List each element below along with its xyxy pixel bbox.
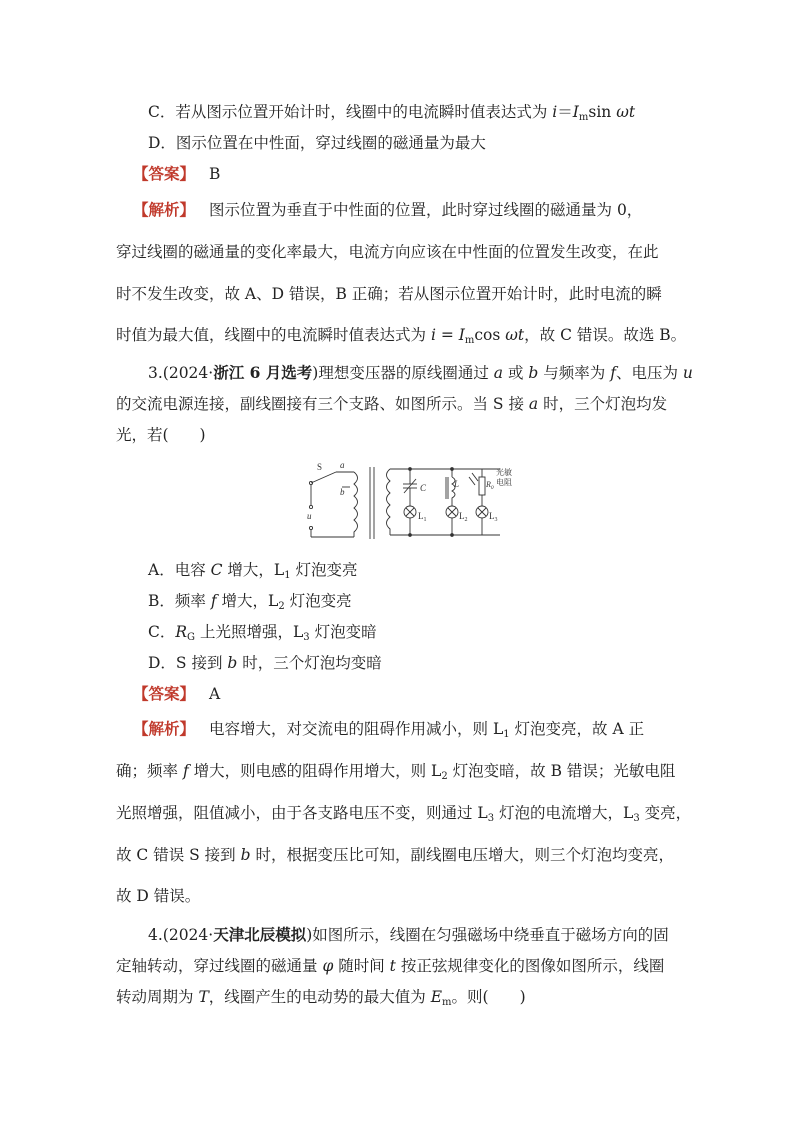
q2-analysis-line-2: 穿过线圈的磁通量的变化率最大，电流方向应该在中性面的位置发生改变，在此 — [116, 243, 659, 261]
inductor-label: L — [454, 479, 460, 489]
q3-analysis-line-1: 【解析】 电容增大，对交流电的阻碍作用减小，则 $L_1$ 灯泡变亮，故 A 正 — [133, 719, 645, 740]
q4-stem-line-2: 定轴转动，穿过线圈的磁通量 φ 随时间 t 按正弦规律变化的图像如图所示，线圈 — [116, 957, 665, 975]
q3-option-d[interactable]: D．S 接到 b 时，三个灯泡均变暗 — [148, 654, 382, 672]
q3-analysis-line-5: 故 D 错误。 — [116, 887, 201, 905]
q3-answer: 【答案】 A — [133, 684, 221, 703]
q3-stem-line-1: 3.(2024·浙江 6 月选考)理想变压器的原线圈通过 a 或 b 与频率为 f、电压为 u — [148, 363, 693, 382]
q3-stem-line-2: 的交流电源连接，副线圈接有三个支路、如图所示。当 S 接 a 时，三个灯泡均发 — [116, 395, 668, 413]
q2-answer: 【答案】 B — [133, 164, 221, 183]
lamp-l1-label: $L_1$ — [418, 511, 427, 523]
answer-tag: 【答案】 — [133, 164, 196, 183]
transformer-circuit-diagram — [302, 457, 532, 543]
q3-option-b[interactable]: B．频率 f 增大，$L_2$ 灯泡变亮 — [148, 592, 352, 612]
q2-analysis-line-4: 时值为最大值，线圈中的电流瞬时值表达式为 $i = I_m\cos$ ωt，故 C 错误。故选 B。 — [116, 326, 687, 346]
q3-option-a[interactable]: A．电容 C 增大，$L_1$ 灯泡变亮 — [148, 561, 358, 581]
terminal-b-label: b — [340, 487, 345, 497]
voltage-u-label: u — [307, 511, 312, 521]
photoresistor-caption-2: 电阻 — [496, 478, 512, 487]
lamp-l2-label: $L_2$ — [459, 511, 468, 523]
switch-blade — [311, 472, 336, 483]
photoresistor-label: $R_0$ — [486, 480, 494, 491]
analysis-tag: 【解析】 — [133, 719, 196, 738]
analysis-tag: 【解析】 — [133, 200, 196, 219]
q4-stem-line-1: 4.(2024·天津北辰模拟)如图所示，线圈在匀强磁场中绕垂直于磁场方向的固 — [148, 925, 669, 944]
q3-option-c[interactable]: C．$R_G$ 上光照增强，$L_3$ 灯泡变暗 — [148, 623, 377, 643]
q3-analysis-line-2: 确；频率 f 增大，则电感的阻碍作用增大，则 $L_2$ 灯泡变暗，故 B 错误；光敏电阻 — [116, 762, 676, 782]
q3-analysis-line-3: 光照增强，阻值减小，由于各支路电压不变，则通过 $L_3$ 灯泡的电流增大，$L_3$ 变亮， — [116, 804, 692, 824]
terminal-a-label: a — [340, 460, 345, 470]
capacitor-label: C — [420, 483, 427, 493]
lamp-l3-label: $L_3$ — [489, 511, 498, 523]
q3-analysis-line-4: 故 C 错误 S 接到 b 时，根据变压比可知，副线圈电压增大，则三个灯泡均变亮， — [116, 846, 674, 864]
secondary-coil — [387, 469, 391, 535]
photoresistor-caption-1: 光敏 — [496, 468, 512, 477]
source-terminal-bottom — [309, 526, 312, 529]
switch-label: S — [317, 462, 323, 472]
q3-stem-line-3: 光，若( ) — [116, 426, 206, 444]
source-terminal-top — [309, 505, 312, 508]
q2-option-c[interactable]: C．若从图示位置开始计时，线圈中的电流瞬时值表达式为 $i=I_m\sin$ ωt — [148, 103, 636, 123]
answer-tag: 【答案】 — [133, 684, 196, 703]
q4-stem-line-3: 转动周期为 T，线圈产生的电动势的最大值为 $E_m$。则( ) — [116, 988, 526, 1008]
photoresistor — [479, 477, 485, 495]
q2-option-d[interactable]: D．图示位置在中性面，穿过线圈的磁通量为最大 — [148, 134, 486, 152]
primary-coil — [354, 472, 358, 537]
q2-analysis-line-3: 时不发生改变，故 A、D 错误，B 正确；若从图示位置开始计时，此时电流的瞬 — [116, 285, 662, 303]
q2-analysis-line-1: 【解析】 图示位置为垂直于中性面的位置，此时穿过线圈的磁通量为 0， — [133, 200, 643, 219]
